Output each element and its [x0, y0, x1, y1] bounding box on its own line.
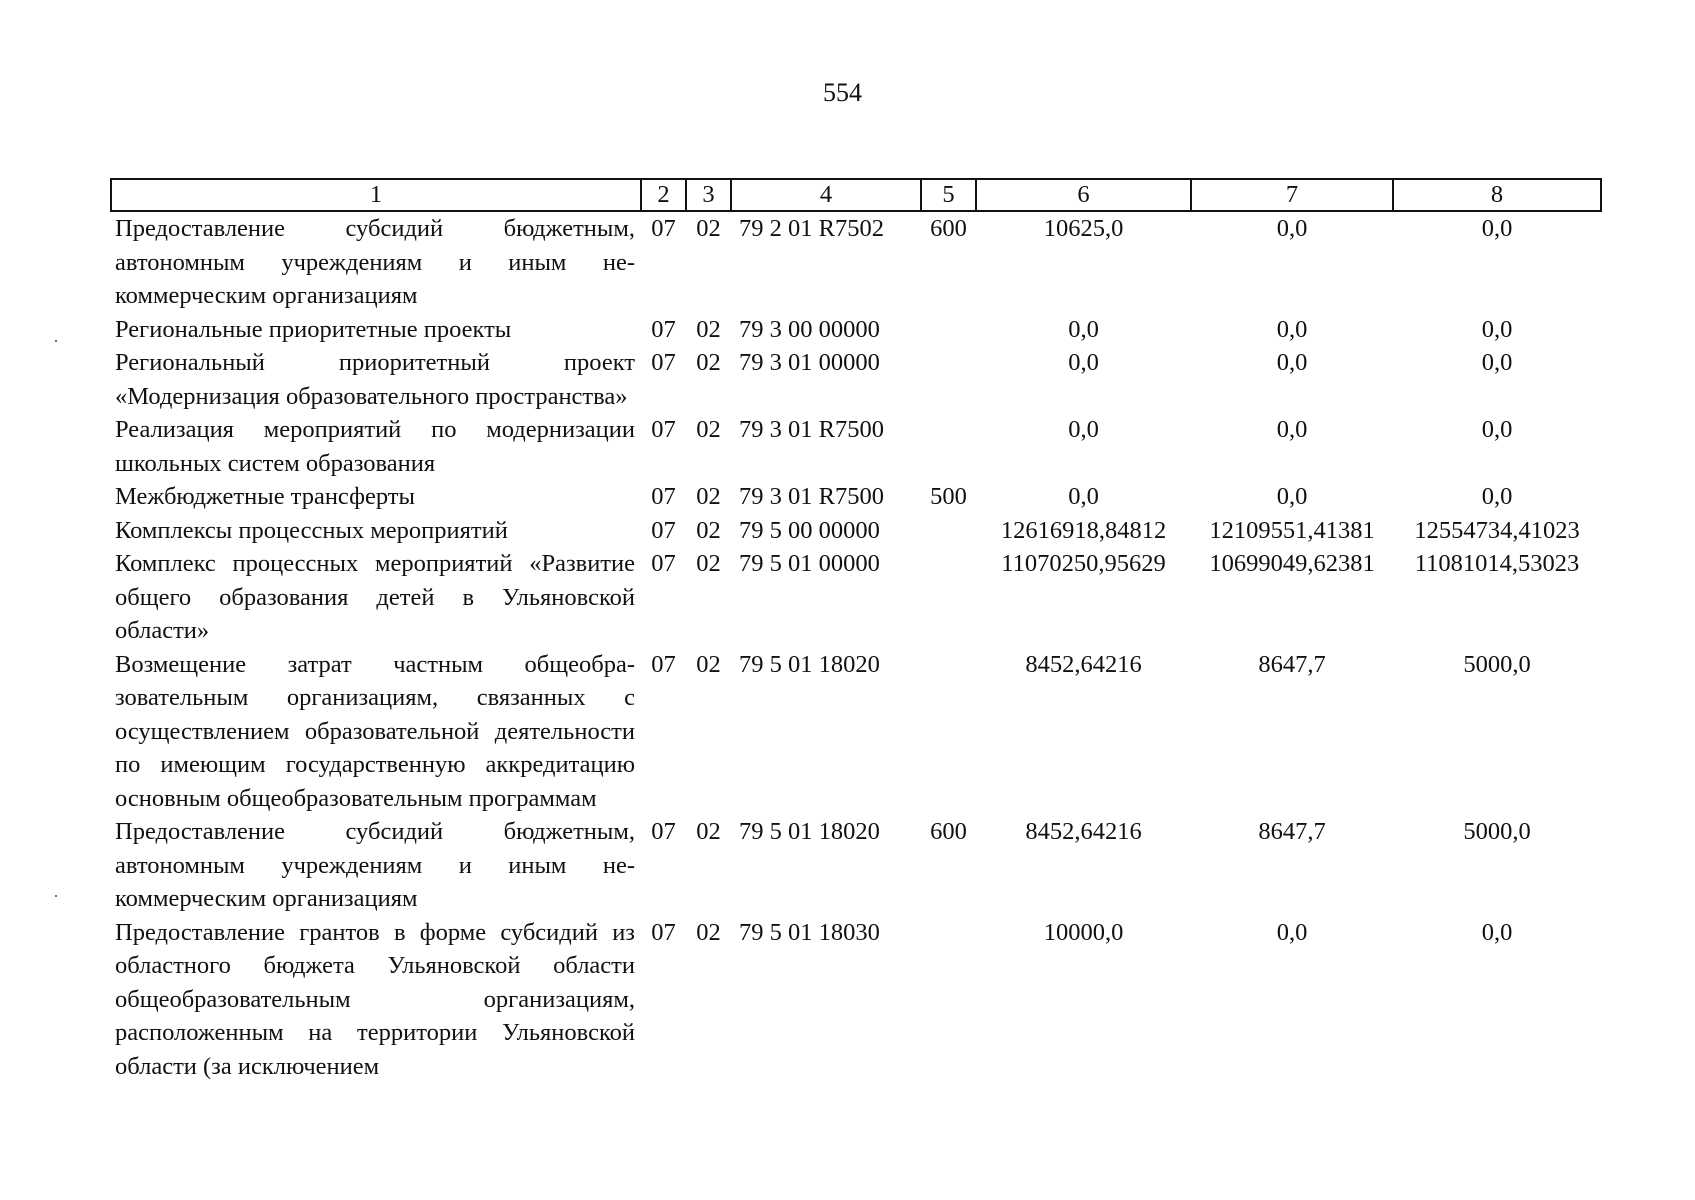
row-amount-col-7: 0,0	[1276, 483, 1308, 510]
row-amount-col-8: 11081014,53023	[1414, 550, 1580, 577]
header-col-5: 5	[921, 179, 976, 211]
row-amount-col-6: 12616918,84812	[1000, 516, 1167, 544]
header-col-3: 3	[686, 179, 731, 211]
row-amount-col-7: 0,0	[1276, 315, 1308, 343]
table-header	[111, 179, 1601, 211]
row-target-code: 79 3 01 00000	[739, 349, 880, 376]
table-row	[111, 313, 1601, 347]
row-expense-type	[921, 648, 976, 816]
row-target-code: 79 5 01 18030	[739, 918, 880, 946]
row-target-code: 79 5 01 00000	[739, 550, 880, 577]
row-amount-col-7: 10699049,62381	[1209, 550, 1375, 577]
row-amount-col-6: 11070250,95629	[1001, 550, 1166, 577]
row-name: Межбюджетные трансферты	[115, 483, 415, 510]
row-section: 07	[651, 650, 676, 678]
table-row	[111, 547, 1601, 648]
table-row	[111, 413, 1601, 480]
row-expense-type	[921, 413, 976, 480]
row-amount-col-6: 8452,64216	[1025, 650, 1142, 678]
row-amount-col-8: 0,0	[1481, 215, 1513, 242]
row-subsection: 02	[696, 516, 721, 544]
table-row	[111, 514, 1601, 548]
row-section: 07	[651, 516, 676, 544]
row-subsection: 02	[696, 349, 721, 376]
row-name: Региональные приоритетные проекты	[115, 315, 512, 343]
row-section: 07	[651, 215, 676, 242]
row-amount-col-8: 5000,0	[1463, 650, 1531, 678]
row-subsection: 02	[696, 550, 721, 577]
row-subsection: 02	[696, 315, 721, 343]
row-name: Комплексы процессных мероприятий	[115, 516, 508, 544]
row-amount-col-6: 10625,0	[1043, 215, 1124, 242]
row-amount-col-6: 8452,64216	[1025, 818, 1142, 845]
row-amount-col-7: 8647,7	[1258, 818, 1326, 845]
row-expense-type	[921, 346, 976, 413]
row-amount-col-8: 0,0	[1481, 918, 1513, 946]
header-col-2: 2	[641, 179, 686, 211]
header-col-4: 4	[731, 179, 921, 211]
header-col-8: 8	[1393, 179, 1601, 211]
row-section: 07	[651, 818, 676, 845]
row-amount-col-7: 0,0	[1276, 416, 1308, 443]
row-expense-type: 600	[930, 818, 967, 845]
table-row	[111, 815, 1601, 916]
row-name: Предоставление грантов в форме субсидий из областного бюджета Ульяновской области общеобразовательным организациям, расположенным на территории Ульяновской области (за исключением	[115, 918, 635, 1080]
budget-table	[110, 178, 1602, 1083]
row-amount-col-6: 0,0	[1068, 349, 1099, 376]
table-row	[111, 648, 1601, 816]
row-amount-col-7: 8647,7	[1258, 650, 1326, 678]
row-name: Предоставление субсидий бюджетным, автономным учреждениям и иным некоммерческим организациям	[115, 215, 635, 309]
row-expense-type	[921, 313, 976, 347]
row-amount-col-8: 12554734,41023	[1414, 516, 1580, 544]
row-expense-type	[921, 916, 976, 1084]
row-name: Региональный приоритетный проект «Модернизация образовательного пространства»	[115, 349, 635, 410]
row-amount-col-6: 0,0	[1068, 483, 1099, 510]
scan-speck	[55, 895, 57, 897]
row-target-code: 79 3 01 R7500	[739, 416, 884, 443]
header-col-1: 1	[111, 179, 641, 211]
row-section: 07	[651, 315, 676, 343]
row-expense-type	[921, 514, 976, 548]
row-subsection: 02	[696, 416, 721, 443]
row-section: 07	[651, 483, 676, 510]
row-target-code: 79 5 00 00000	[739, 516, 880, 544]
row-amount-col-8: 5000,0	[1463, 818, 1531, 845]
row-amount-col-8: 0,0	[1481, 416, 1513, 443]
header-col-7: 7	[1191, 179, 1393, 211]
row-name: Возмещение затрат частным общеобразовательным организациям, связанных с осуществлением образовательной деятельности по имеющим государственную аккредитацию основным общеобразовательным программам	[115, 650, 635, 812]
header-col-6: 6	[976, 179, 1191, 211]
row-expense-type: 600	[930, 215, 967, 242]
table-row	[111, 916, 1601, 1084]
row-amount-col-6: 0,0	[1068, 416, 1099, 443]
table-row	[111, 211, 1601, 313]
row-name: Реализация мероприятий по модернизации школьных систем образования	[115, 416, 635, 477]
row-target-code: 79 3 01 R7500	[739, 483, 884, 510]
table-row	[111, 480, 1601, 514]
row-target-code: 79 5 01 18020	[739, 650, 880, 678]
row-amount-col-8: 0,0	[1481, 349, 1513, 376]
row-target-code: 79 5 01 18020	[739, 818, 880, 845]
row-subsection: 02	[696, 483, 721, 510]
row-subsection: 02	[696, 650, 721, 678]
row-amount-col-8: 0,0	[1481, 315, 1513, 343]
page-number: 554	[823, 78, 862, 107]
scan-speck	[55, 340, 57, 342]
table-row	[111, 346, 1601, 413]
row-section: 07	[651, 349, 676, 376]
row-subsection: 02	[696, 818, 721, 845]
row-amount-col-7: 12109551,41381	[1209, 516, 1375, 544]
row-name: Предоставление субсидий бюджетным, автономным учреждениям и иным некоммерческим организациям	[115, 818, 635, 912]
row-subsection: 02	[696, 918, 721, 946]
row-expense-type: 500	[930, 483, 967, 510]
row-amount-col-7: 0,0	[1276, 918, 1308, 946]
row-amount-col-6: 10000,0	[1043, 918, 1124, 946]
row-section: 07	[651, 918, 676, 946]
row-amount-col-6: 0,0	[1068, 315, 1099, 343]
row-amount-col-7: 0,0	[1276, 215, 1308, 242]
row-name: Комплекс процессных мероприятий «Развитие общего образования детей в Ульяновской области»	[115, 550, 635, 644]
row-amount-col-8: 0,0	[1481, 483, 1513, 510]
row-amount-col-7: 0,0	[1276, 349, 1308, 376]
row-target-code: 79 3 00 00000	[739, 315, 880, 343]
row-section: 07	[651, 550, 676, 577]
row-subsection: 02	[696, 215, 721, 242]
row-expense-type	[921, 547, 976, 648]
row-section: 07	[651, 416, 676, 443]
table-body	[111, 211, 1601, 1083]
row-target-code: 79 2 01 R7502	[739, 215, 884, 242]
